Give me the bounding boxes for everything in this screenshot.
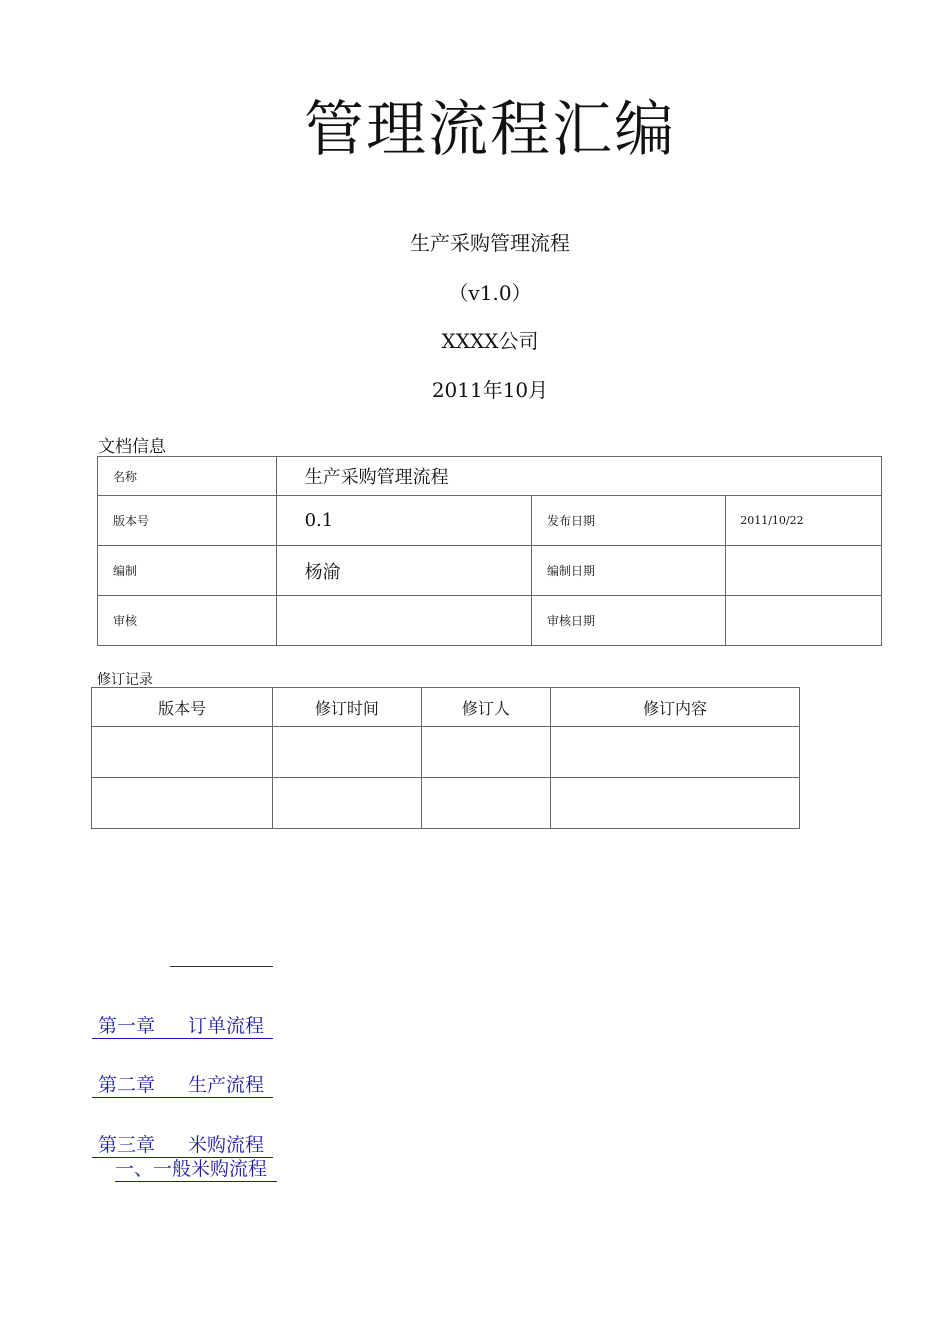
table-cell (273, 727, 421, 778)
toc-chapter-number: 第一章 (98, 1015, 156, 1037)
toc-chapter-title: 生产流程 (188, 1074, 265, 1096)
document-date: 2011年10月 (431, 378, 549, 402)
name-value: 生产采购管理流程 (276, 457, 881, 496)
table-cell (92, 778, 273, 829)
toc-chapter-number: 第三章 (98, 1134, 156, 1156)
table-row (92, 727, 800, 778)
toc-chapter-title: 米购流程 (188, 1134, 265, 1156)
name-key: 名称 (98, 457, 277, 496)
author-date-value (726, 546, 882, 596)
doc-info-table (97, 456, 882, 646)
document-title: 管理流程汇编 (304, 95, 676, 165)
toc-link-subsection[interactable]: 一、一般米购流程 (115, 1157, 277, 1182)
version-text: （v1.0） (448, 281, 532, 305)
table-row (92, 778, 800, 829)
header-revision-time: 修订时间 (273, 688, 421, 727)
header-reviser: 修订人 (421, 688, 550, 727)
header-revision-content: 修订内容 (551, 688, 800, 727)
toc-link-chapter-3[interactable] (92, 1133, 273, 1158)
version-value: 0.1 (276, 496, 531, 546)
author-date-key: 编制日期 (532, 546, 726, 596)
info-row-review (98, 596, 882, 646)
review-key: 审核 (98, 596, 277, 646)
release-date-key: 发布日期 (532, 496, 726, 546)
table-cell (551, 727, 800, 778)
doc-info-label: 文档信息 (98, 437, 166, 457)
toc-link-chapter-1[interactable] (92, 1014, 273, 1039)
process-subtitle: 生产采购管理流程 (410, 231, 570, 255)
table-cell (92, 727, 273, 778)
revision-header-row (92, 688, 800, 727)
review-date-key: 审核日期 (532, 596, 726, 646)
author-value: 杨渝 (276, 546, 531, 596)
author-key: 编制 (98, 546, 277, 596)
header-version: 版本号 (92, 688, 273, 727)
revision-label: 修订记录 (97, 672, 153, 688)
review-value (276, 596, 531, 646)
toc-link-chapter-2[interactable] (92, 1073, 273, 1098)
toc-chapter-title: 订单流程 (188, 1015, 265, 1037)
info-row-author (98, 546, 882, 596)
toc-divider (170, 966, 273, 967)
table-cell (551, 778, 800, 829)
info-row-name (98, 457, 882, 496)
table-cell (421, 778, 550, 829)
info-row-version (98, 496, 882, 546)
company-name: XXXX公司 (441, 329, 539, 353)
table-cell (273, 778, 421, 829)
toc-chapter-number: 第二章 (98, 1074, 156, 1096)
table-cell (421, 727, 550, 778)
release-date-value: 2011/10/22 (726, 496, 882, 546)
review-date-value (726, 596, 882, 646)
version-key: 版本号 (98, 496, 277, 546)
revision-table (91, 687, 800, 829)
